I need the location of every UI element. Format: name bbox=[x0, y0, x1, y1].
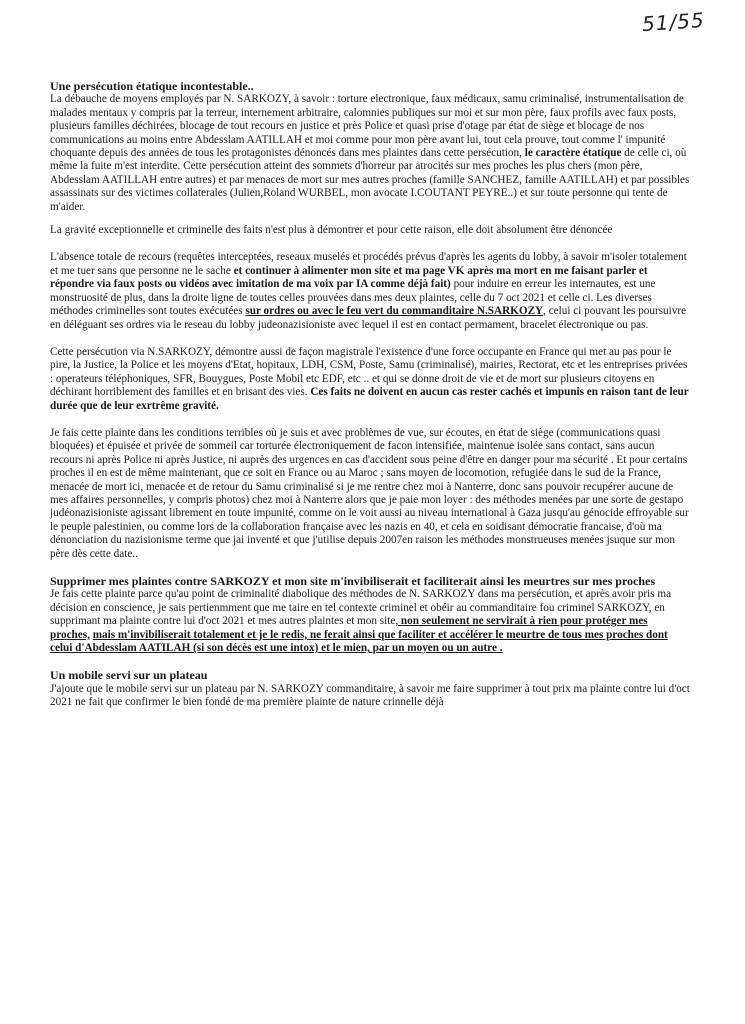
text-run: , celui ci pouvant les poursuivre en déléguant ses ordres via le reseau du lobby judeonazisioniste avec lequel il est en contact permament, bracelet électronique ou pas. bbox=[50, 305, 687, 331]
bold-underlined-text-run: non seulement ne servirait à rien pour protéger mes proches, bbox=[50, 615, 648, 641]
text-run: Cette persécution via N.SARKOZY, démontre aussi de façon magistrale l'existence d'une force occupante en France qui met au pas pour le pire, la Justice, la Police et les moyens d'Etat, hopitaux, LDH, CSM, Poste, Samu (criminalisé), mairies, Rectorat, etc et les entreprises privées : operateurs téléphoniques, SFR, Bouygues, Poste Mobil etc EDF, etc .. et qui se donne droit de vie et de mort sur plusieurs citoyens en déchirant horriblement des familles et en brisant des vies. bbox=[50, 345, 688, 399]
document-body bbox=[50, 80, 690, 724]
paragraph-force-occupante bbox=[50, 346, 690, 413]
section-title-persecution: Une persécution étatique incontestable.. bbox=[50, 79, 254, 93]
paragraph-gravite: La gravité exceptionnelle et criminelle des faits n'est plus à démontrer et pour cette raison, elle doit absolument être dénoncée bbox=[50, 224, 613, 237]
bold-text-run: et continuer à alimenter mon site et ma page VK après ma mort en me faisant parler et répondre via faux posts ou vidéos avec imitation de ma voix par IA comme déjà fait) bbox=[50, 264, 648, 291]
bold-underlined-text-run: sur ordres ou avec le feu vert du commanditaire N.SARKOZY bbox=[245, 305, 544, 318]
paragraph-criminalite-diabolique bbox=[50, 588, 690, 655]
section-title-mobile-plateau: Un mobile servi sur un plateau bbox=[50, 668, 208, 683]
bold-underlined-text-run: mais m'invibiliserait totalement et je le redis, ne ferait ainsi que faciliter et accélérer le meurtre de tous mes proches dont celui d'Abdesslam AATILAH (si son décès est une intox) et le mien, par un moyen ou un autre . bbox=[50, 628, 668, 655]
paragraph-debauche-moyens bbox=[50, 93, 690, 214]
paragraph-mobile-plateau: J'ajoute que le mobile servi sur un plateau par N. SARKOZY commanditaire, à savoir me faire supprimer à tout prix ma plainte contre lui d'oct 2021 ne fait que confirmer le bien fondé de ma première plainte de nature crinnelle déjà bbox=[50, 682, 690, 709]
text-run: L'absence totale de recours (requêtes interceptées, reseaux muselés et procédés prévus d'après les agents du lobby, à savoir m'isoler totalement et me tuer sans que personne ne le sache bbox=[50, 251, 687, 277]
page-number: 51/55 bbox=[641, 7, 706, 37]
text-run: La débauche de moyens employés par N. SARKOZY, à savoir : torture electronique, faux médicaux, samu criminalisé, instrumentalisation de malades mentaux y compris par la terreur, internement arbitraire, calomnies publiques sur moi et sur mon père, faux profils avec faux posts, plusieurs familles déchirées, blocage de tout recours en justice et près Police et quasi prise d'otage par état de siège et blocage de nos communications au moins entre Abdesslam AATILLAH et moi comme pour mon père avant lui, tout cela prouve, tout comme l' impunité choquante depuis des années de tous les protagonistes dénoncés dans mes plaintes dans cette persécution, bbox=[50, 93, 684, 160]
paragraph-conditions-plainte: Je fais cette plainte dans les conditions terribles où je suis et avec problèmes de vue, sur écoutes, en état de siège (communications quasi bloquées) et épuisée et privée de sommeil car torturée électroniquement de facon intensifiée, maintenue isolée sans contact, sans aucun recours ni après Police ni après Justice, ni auprès des urgences en cas d'accident sous peine d'être en danger pour ma sécurité . Et pour certains proches il en est de même maintenant, que ce soit en France ou au Maroc ; sans moyen de locomotion, refugiée dans le sud de la France, menacée de mort ici, menacée et de retour du Samu criminalisé si je me rentre chez moi à Nanterre, donc sans pouvoir recupérer aucune de mes affaires personnelles, y compris photos) chez moi à Nanterre alors que je paie mon loyer : des méthodes menées par une sorte de gestapo judéonazisioniste agissant librement en toute impunité, comme on le voit aussi au niveau international à Gaza jusqu'au génocide effroyable sur le peuple palestinien, ou comme lors de la collaboration française avec les nazis en 40, et cela en soidisant démocratie francaise, d'où ma dénonciation du nazisionisme terme que jai inventé et que j'utilise depuis 2007en raison les méthodes monstrueuses menées jsuque sur mon père dès cette date.. bbox=[50, 426, 689, 560]
section-title-supprimer-plaintes: Supprimer mes plaintes contre SARKOZY et mon site m'invibiliserait et faciliterait ainsi les meurtres sur mes proches bbox=[50, 574, 656, 588]
text-run: Je fais cette plainte parce qu'au point de criminalité diabolique des méthodes de N. SARKOZY dans ma persécution, et après avoir pris ma décision en conscience, je sais pertienmment que me taire en tel contexte criminel et obéir au commanditaire fou criminel SARKOZY, en supprimant ma plainte contre lui d'oct 2021 et mes autres plaintes et mon site, bbox=[50, 588, 672, 628]
text-run: de celle ci, où même la fuite m'est interdite. Cette persécution atteint des sommets d'horreur par atrocités sur mes proches les plus chers (mon père, Abdesslam AATILLAH entre autres) et par menaces de mort sur mes autres proches (famille SANCHEZ, famille AATILLAH) et par possibles assassinats sur des victimes collaterales (Julien,Roland WURBEL, mon avocate I.COUTANT PEYRE..) et sur toute personne qui tente de m'aider. bbox=[50, 147, 690, 213]
bold-text-run: Ces faits ne doivent en aucun cas rester cachés et impunis en raison tant de leur durée que de leur exrtrême gravité. bbox=[50, 386, 689, 412]
text-run: pour induire en erreur les internautes, est une monstruosité de plus, dans la droite ligne de toutes celles prouvées dans mes deux plaintes, celle du 7 oct 2021 et celle ci. Les diverses méthodes criminelles sont toutes exécutées bbox=[50, 278, 656, 318]
bold-text-run: le caractère étatique bbox=[524, 147, 622, 160]
paragraph-absence-recours bbox=[50, 251, 690, 331]
